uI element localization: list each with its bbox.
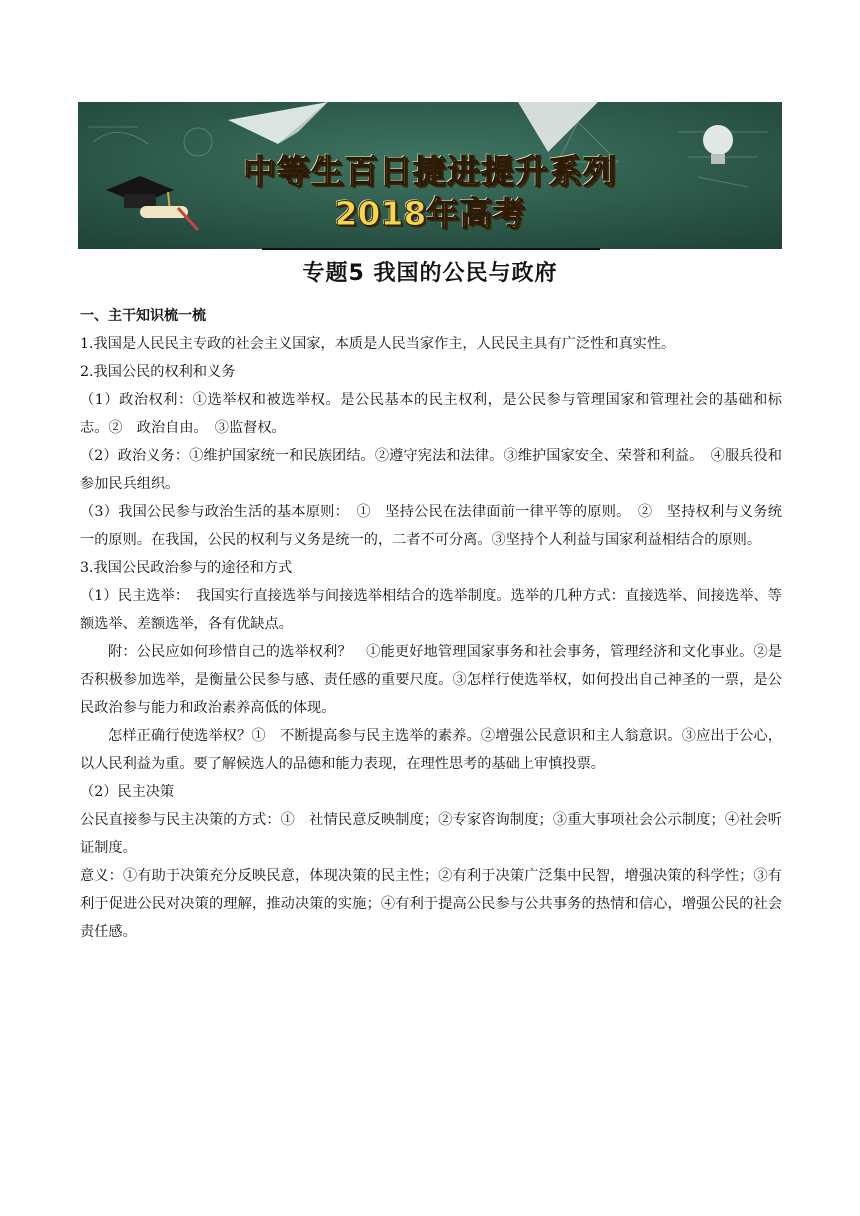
paragraph: （3）我国公民参与政治生活的基本原则： ① 坚持公民在法律面前一律平等的原则。 ② 坚持权利与义务统一的原则。在我国，公民的权利与义务是统一的，二者不可分离。③坚持个人利益与国家利益相结合的原则。 — [80, 504, 782, 548]
banner-title-line1: 中等生百日捷进提升系列 — [243, 152, 617, 191]
topic-title: 专题5 我国的公民与政府 — [302, 261, 558, 286]
paragraph: （2）民主决策 — [80, 784, 175, 800]
paragraph: 2.我国公民的权利和义务 — [80, 364, 236, 380]
paragraph: （2）政治义务：①维护国家统一和民族团结。②遵守宪法和法律。③维护国家安全、荣誉和利益。 ④服兵役和参加民兵组织。 — [80, 448, 782, 492]
banner-title-line2: 2018年高考 — [334, 194, 526, 233]
paragraph: 3.我国公民政治参与的途径和方式 — [80, 560, 293, 576]
paragraph: 附：公民应如何珍惜自己的选举权利？ ①能更好地管理国家事务和社会事务，管理经济和文化事业。②是否积极参加选举，是衡量公民参与感、责任感的重要尺度。③怎样行使选举权，如何投出自己神圣的一票，是公民政治参与能力和政治素养高低的体现。 — [80, 644, 782, 716]
paragraph: 1.我国是人民民主专政的社会主义国家，本质是人民当家作主，人民民主具有广泛性和真实性。 — [80, 336, 676, 352]
paragraph: 意义：①有助于决策充分反映民意，体现决策的民主性；②有利于决策广泛集中民智，增强决策的科学性；③有利于促进公民对决策的理解，推动决策的实施；④有利于提高公民参与公共事务的热情和信心，增强公民的社会责任感。 — [80, 868, 782, 940]
section-heading: 一、主干知识梳一梳 — [80, 308, 206, 324]
paragraph: 怎样正确行使选举权？① 不断提高参与民主选举的素养。②增强公民意识和主人翁意识。③应出于公心，以人民利益为重。要了解候选人的品德和能力表现，在理性思考的基础上审慎投票。 — [80, 728, 782, 772]
paragraph: 公民直接参与民主决策的方式：① 社情民意反映制度；②专家咨询制度；③重大事项社会公示制度；④社会听证制度。 — [80, 812, 782, 856]
document-body — [80, 302, 782, 946]
paragraph: （1）政治权利：①选举权和被选举权。是公民基本的民主权利，是公民参与管理国家和管理社会的基础和标志。② 政治自由。 ③监督权。 — [80, 392, 782, 436]
title-divider — [262, 248, 600, 250]
paragraph: （1）民主选举： 我国实行直接选举与间接选举相结合的选举制度。选举的几种方式：直接选举、间接选举、等额选举、差额选举，各有优缺点。 — [80, 588, 782, 632]
